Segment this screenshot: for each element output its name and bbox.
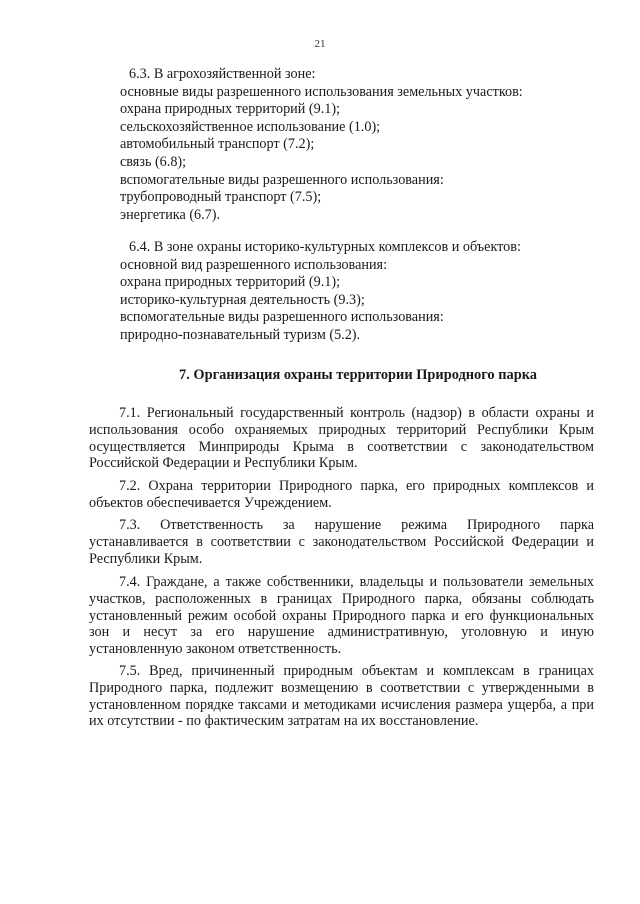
list-item: охрана природных территорий (9.1); [120,274,341,291]
list-item: историко-культурная деятельность (9.3); [120,291,365,308]
paragraph-7-1: 7.1. Региональный государственный контроль (надзор) в области охраны и использования особо охраняемых природных территорий Республики Крым осуществляется Минприроды Крыма в соответствии с законодательством Российской Федерации и Республики Крым. [89,405,594,472]
paragraph-7-2: 7.2. Охрана территории Природного парка, его природных комплексов и объектов обеспечивается Учреждением. [89,478,594,511]
paragraph-7-5: 7.5. Вред, причиненный природным объектам и комплексам в границах Природного парка, подлежит возмещению в соответствии с утвержденными в установленном порядке таксами и методиками исчисления размера ущерба, а при их отсутствии - по фактическим затратам на их восстановление. [89,663,594,730]
section-6-4-title: 6.4. В зоне охраны историко-культурных комплексов и объектов: [129,239,521,255]
page-number: 21 [314,38,326,50]
list-item: сельскохозяйственное использование (1.0); [120,118,381,135]
list-item: вспомогательные виды разрешенного использования: [120,309,444,326]
list-item: природно-познавательный туризм (5.2). [120,326,361,343]
list-item: охрана природных территорий (9.1); [120,101,341,118]
section-6-3 [120,66,600,224]
paragraph-7-4: 7.4. Граждане, а также собственники, владельцы и пользователи земельных участков, расположенных в границах Природного парка, обязаны соблюдать установленный режим особой охраны Природного парка и его функциональных зон и несут за его нарушение административную, уголовную и иную установленную законом ответственность. [89,574,594,658]
list-item: вспомогательные виды разрешенного использования: [120,171,444,188]
section-6-3-title: 6.3. В агрохозяйственной зоне: [129,66,316,82]
list-item: основные виды разрешенного использования земельных участков: [120,83,523,100]
list-item: связь (6.8); [120,153,187,170]
section-6-4 [120,239,600,345]
list-item: энергетика (6.7). [120,206,221,223]
section-7-heading: 7. Организация охраны территории Природного парка [179,367,537,383]
list-item: трубопроводный транспорт (7.5); [120,189,322,206]
list-item: основной вид разрешенного использования: [120,256,388,273]
list-item: автомобильный транспорт (7.2); [120,136,315,153]
paragraph-7-3: 7.3. Ответственность за нарушение режима Природного парка устанавливается в соответствии с законодательством Российской Федерации и Республики Крым. [89,517,594,567]
